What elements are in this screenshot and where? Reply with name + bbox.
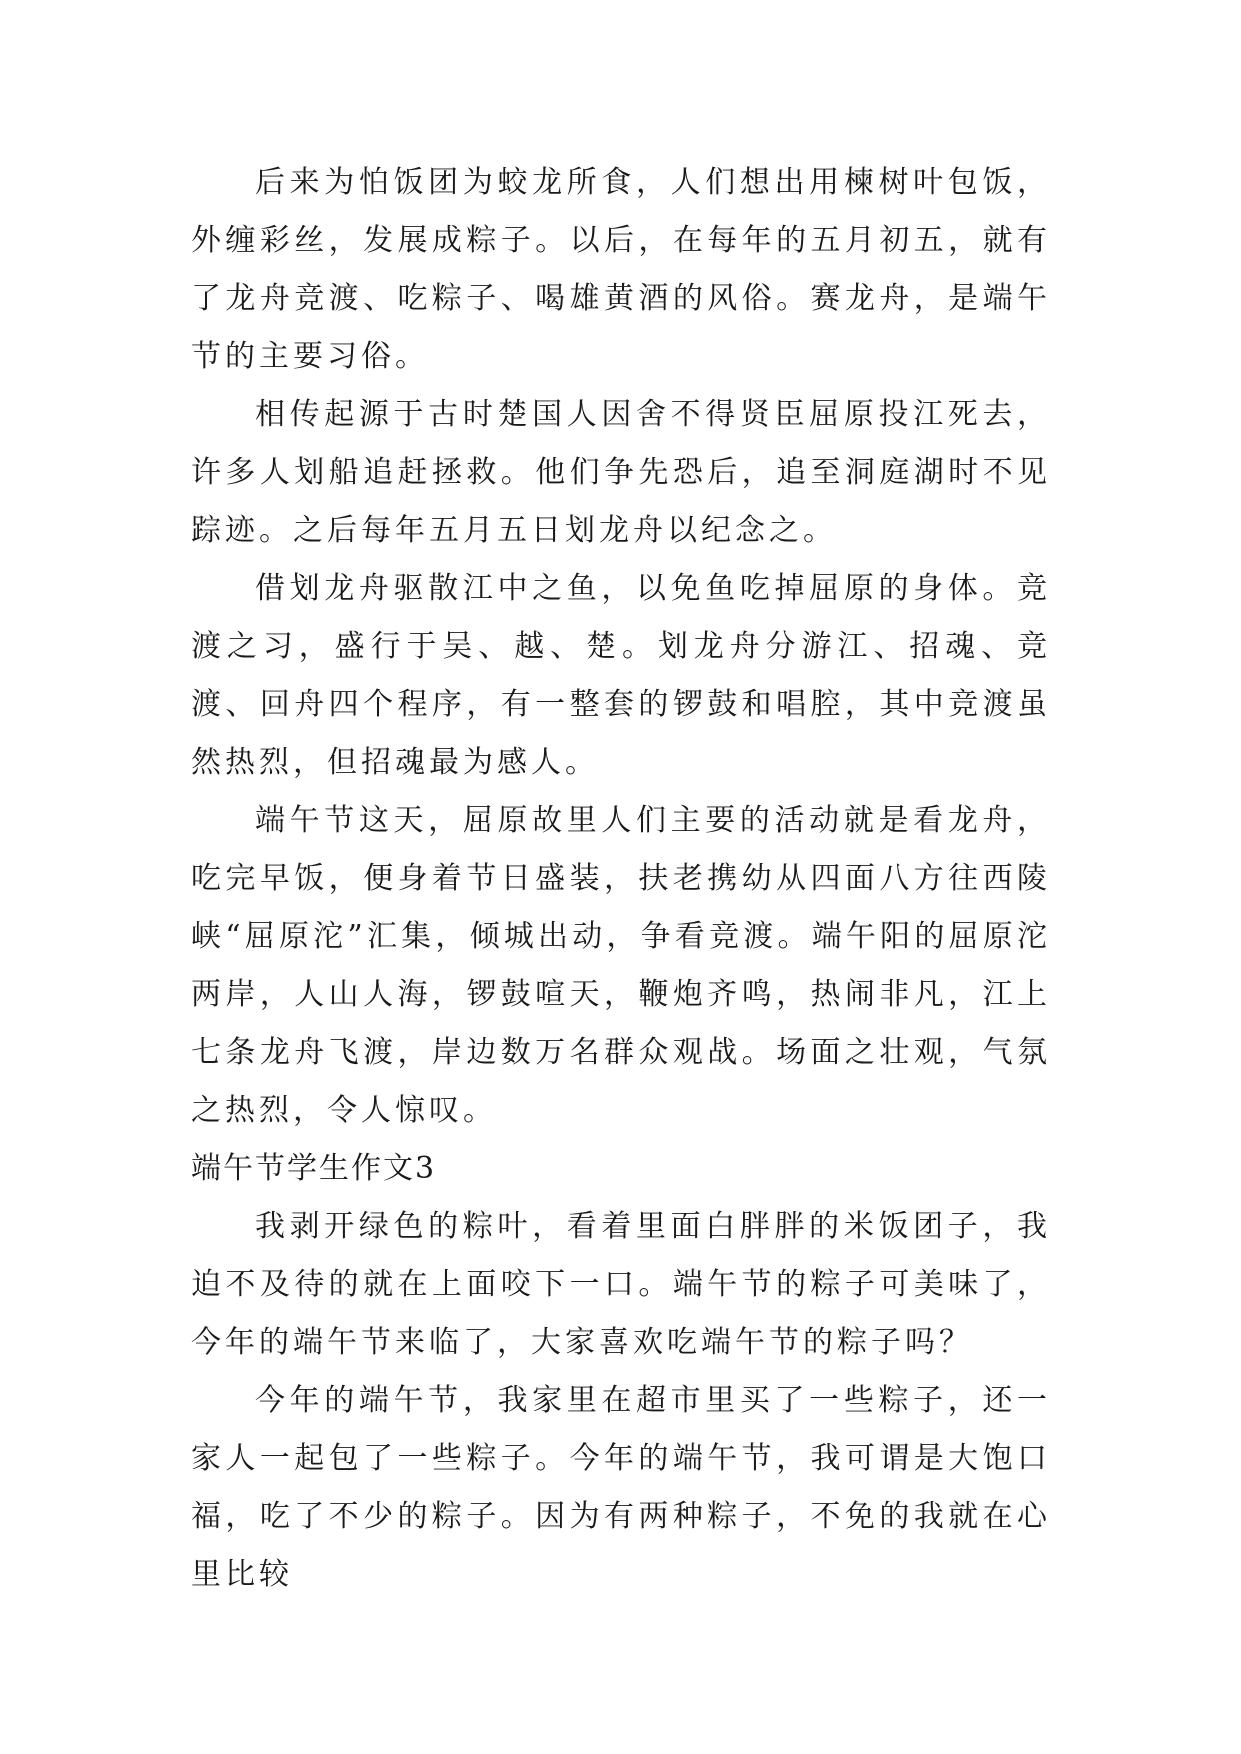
paragraph: 后来为怕饭团为蛟龙所食，人们想出用楝树叶包饭，外缠彩丝，发展成粽子。以后，在每年的五月初五，就有了龙舟竞渡、吃粽子、喝雄黄酒的风俗。赛龙舟，是端午节的主要习俗。: [191, 165, 1051, 374]
section-heading: 端午节学生作文3: [191, 1151, 437, 1186]
paragraph: 端午节这天，屈原故里人们主要的活动就是看龙舟，吃完早饭，便身着节日盛装，扶老携幼从四面八方往西陵峡“屈原沱”汇集，倾城出动，争看竞渡。端午阳的屈原沱两岸，人山人海，锣鼓喧天，鞭炮齐鸣，热闹非凡，江上七条龙舟飞渡，岸边数万名群众观战。场面之壮观，气氛之热烈，令人惊叹。: [191, 803, 1051, 1128]
paragraph: 相传起源于古时楚国人因舍不得贤臣屈原投江死去，许多人划船追赶拯救。他们争先恐后，追至洞庭湖时不见踪迹。之后每年五月五日划龙舟以纪念之。: [191, 397, 1051, 548]
paragraph: 借划龙舟驱散江中之鱼，以免鱼吃掉屈原的身体。竞渡之习，盛行于吴、越、楚。划龙舟分游江、招魂、竞渡、回舟四个程序，有一整套的锣鼓和唱腔，其中竞渡虽然热烈，但招魂最为感人。: [191, 571, 1051, 780]
paragraph: 我剥开绿色的粽叶，看着里面白胖胖的米饭团子，我迫不及待的就在上面咬下一口。端午节的粽子可美味了，今年的端午节来临了，大家喜欢吃端午节的粽子吗？: [191, 1209, 1051, 1360]
paragraph: 今年的端午节，我家里在超市里买了一些粽子，还一家人一起包了一些粽子。今年的端午节，我可谓是大饱口福，吃了不少的粽子。因为有两种粽子，不免的我就在心里比较: [191, 1383, 1051, 1592]
document-body: [191, 154, 1051, 1604]
